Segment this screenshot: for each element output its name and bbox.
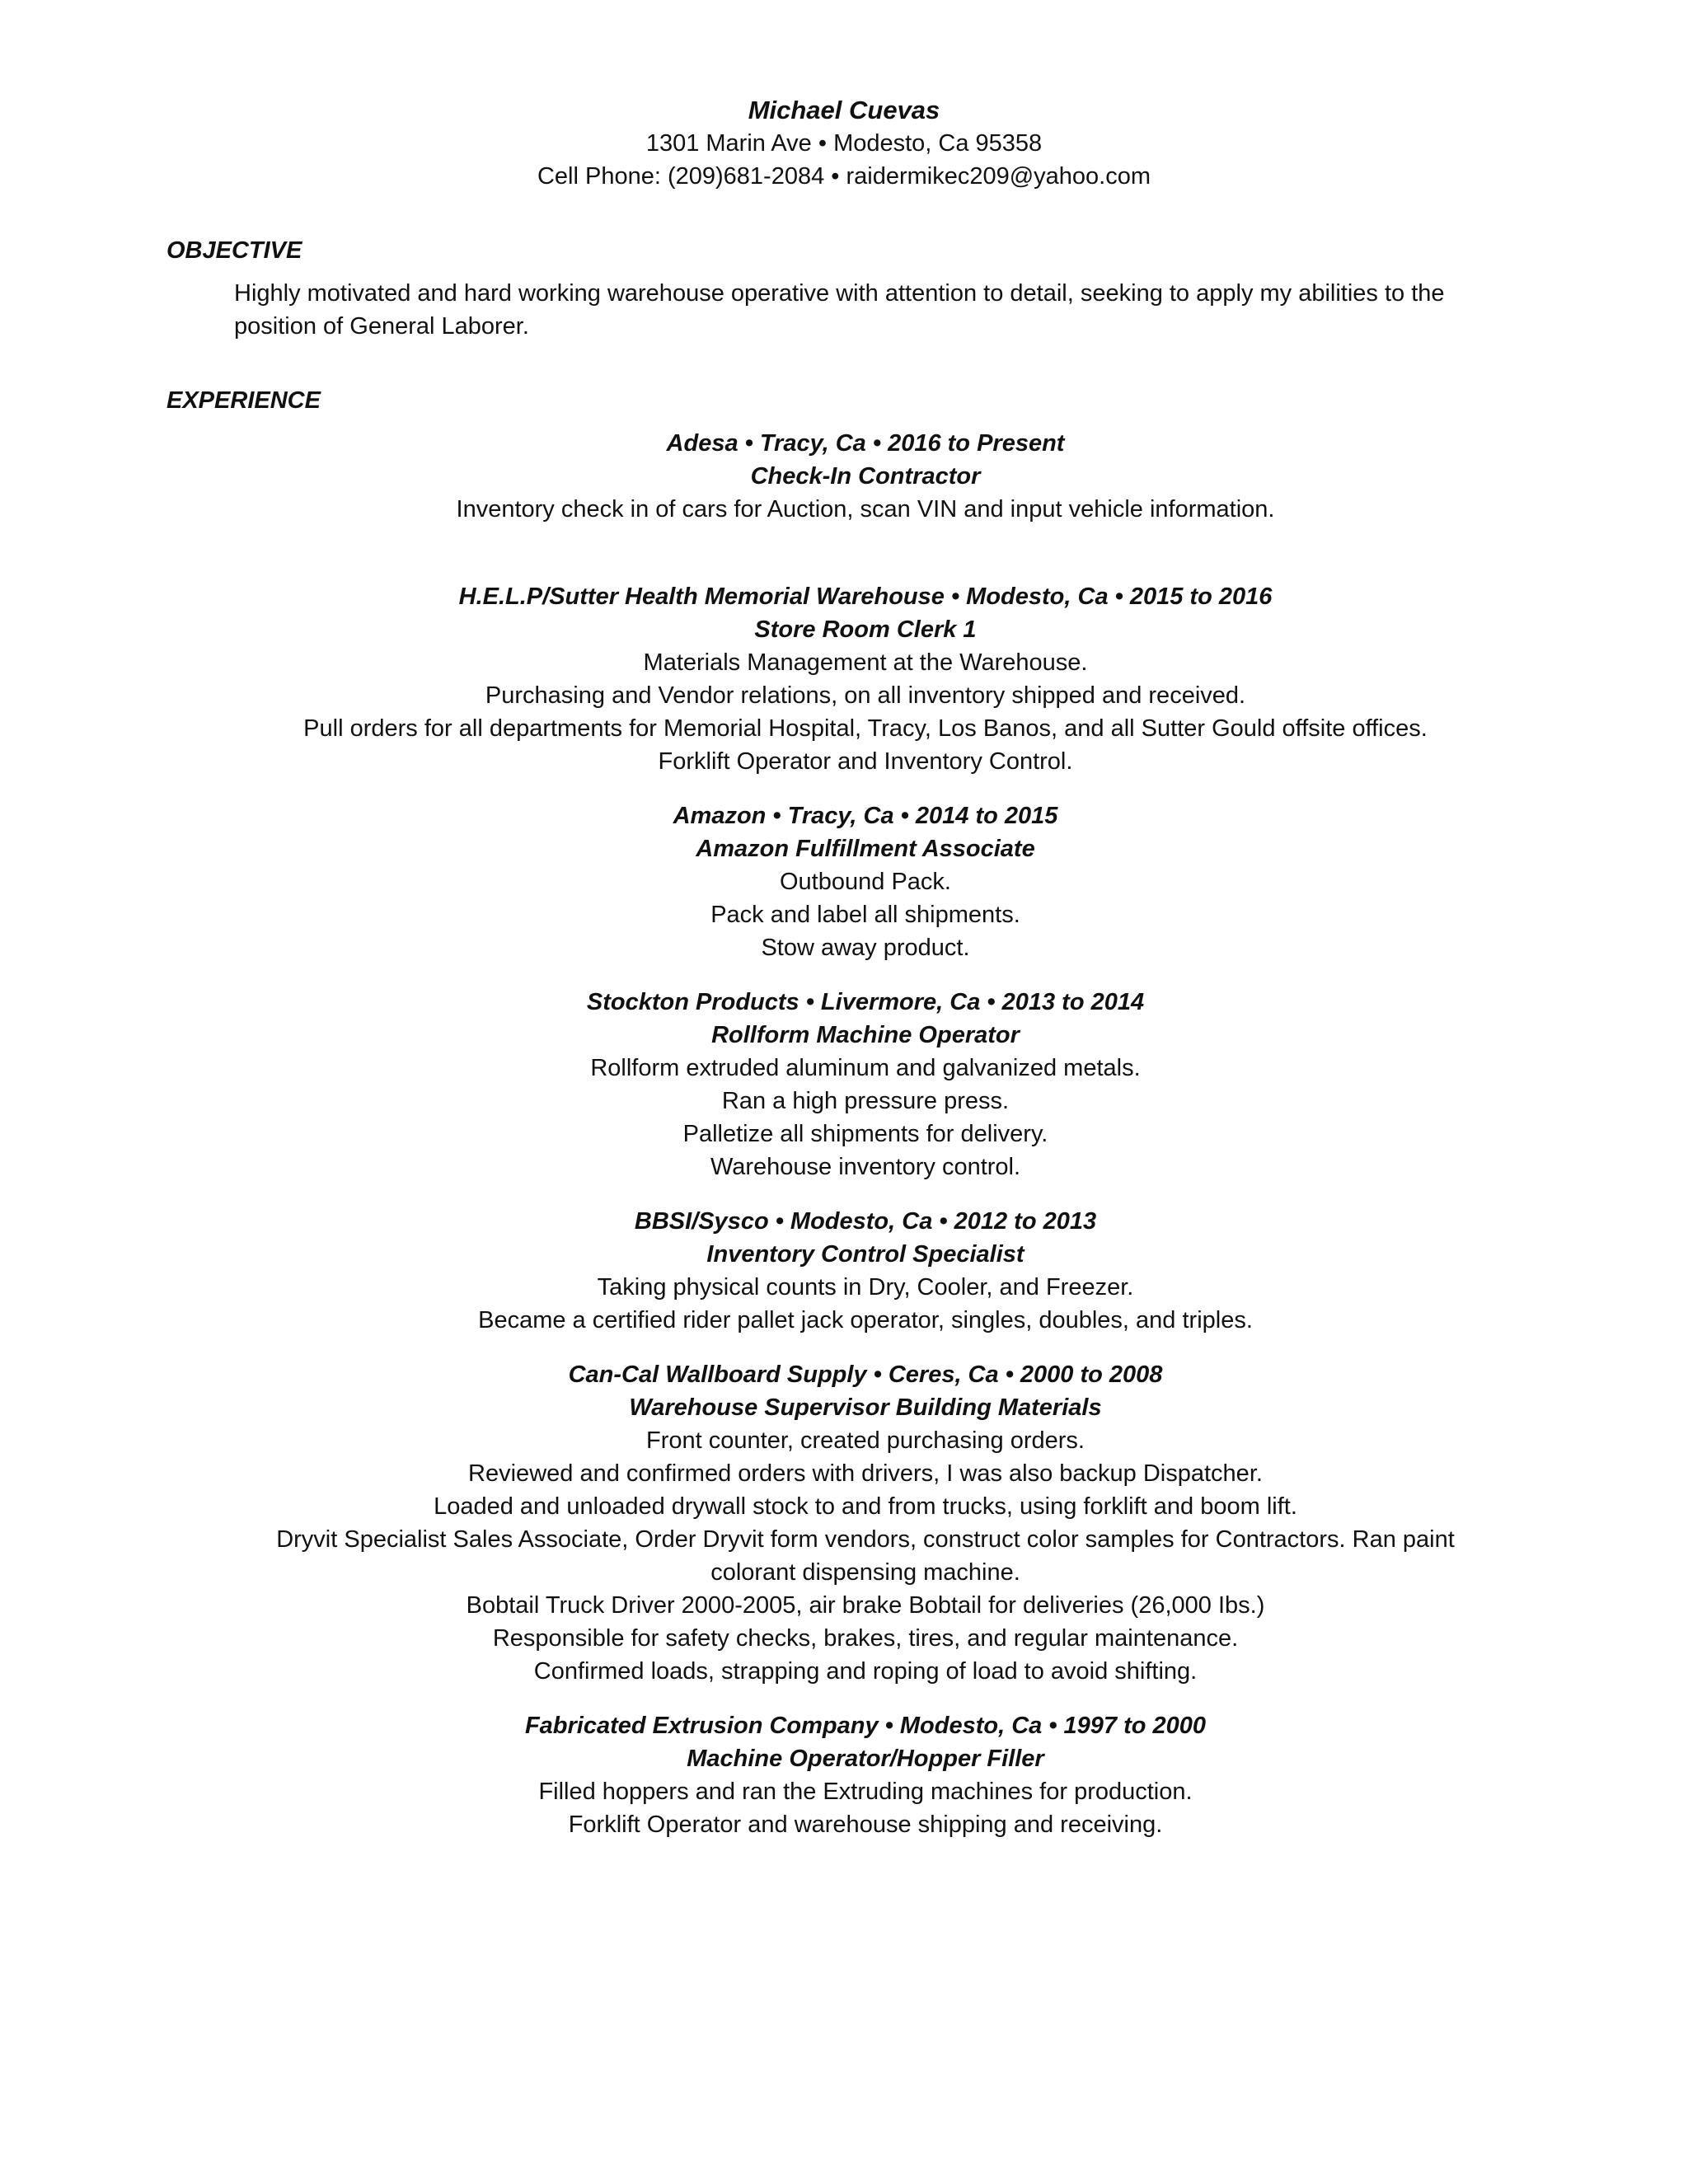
job-employer: H.E.L.P/Sutter Health Memorial Warehouse • Modesto, Ca • 2015 to 2016	[458, 583, 1273, 610]
job-duty: Responsible for safety checks, brakes, tires, and regular maintenance.	[492, 1625, 1239, 1652]
job-duty: Front counter, created purchasing orders.	[646, 1427, 1085, 1454]
job-title: Store Room Clerk 1	[754, 616, 977, 643]
objective-heading: OBJECTIVE	[166, 237, 302, 264]
job-entry	[231, 580, 1500, 778]
job-employer: Can-Cal Wallboard Supply • Ceres, Ca • 2000 to 2008	[568, 1361, 1163, 1388]
job-entry	[231, 1205, 1500, 1337]
job-duty: Forklift Operator and Inventory Control.	[658, 748, 1073, 775]
job-duty: Pull orders for all departments for Memorial Hospital, Tracy, Los Banos, and all Sutter Gould offsite offices.	[303, 715, 1428, 742]
job-duty: Filled hoppers and ran the Extruding machines for production.	[538, 1779, 1193, 1805]
job-title: Inventory Control Specialist	[706, 1241, 1025, 1268]
job-duty: Stow away product.	[761, 935, 970, 961]
job-duty: Loaded and unloaded drywall stock to and from trucks, using forklift and boom lift.	[434, 1493, 1297, 1520]
job-duty: Outbound Pack.	[780, 869, 951, 895]
job-duty: Pack and label all shipments.	[710, 902, 1020, 928]
job-title: Machine Operator/Hopper Filler	[687, 1746, 1044, 1772]
job-duty: Bobtail Truck Driver 2000-2005, air brake Bobtail for deliveries (26,000 Ibs.)	[466, 1592, 1265, 1619]
job-duty: Materials Management at the Warehouse.	[643, 649, 1088, 676]
job-duty: Taking physical counts in Dry, Cooler, and Freezer.	[597, 1274, 1134, 1301]
job-title: Check-In Contractor	[750, 463, 981, 490]
job-duty: Purchasing and Vendor relations, on all inventory shipped and received.	[485, 682, 1246, 709]
job-employer: BBSI/Sysco • Modesto, Ca • 2012 to 2013	[634, 1208, 1097, 1235]
job-title: Rollform Machine Operator	[711, 1022, 1020, 1048]
job-title: Warehouse Supervisor Building Materials	[629, 1394, 1102, 1421]
job-duty: Ran a high pressure press.	[721, 1088, 1010, 1114]
objective-text: Highly motivated and hard working warehouse operative with attention to detail, seeking to apply my abilities to the position of General Laborer.	[234, 280, 1445, 340]
resume-header	[0, 94, 1688, 193]
job-duty: Reviewed and confirmed orders with drivers, I was also backup Dispatcher.	[468, 1460, 1263, 1487]
job-employer: Amazon • Tracy, Ca • 2014 to 2015	[673, 803, 1058, 829]
job-employer: Adesa • Tracy, Ca • 2016 to Present	[666, 430, 1065, 457]
job-employer: Fabricated Extrusion Company • Modesto, Ca • 1997 to 2000	[524, 1713, 1207, 1739]
job-entry	[231, 427, 1500, 526]
job-entry	[231, 1358, 1500, 1688]
job-duty: Rollform extruded aluminum and galvanized metals.	[590, 1055, 1141, 1081]
job-duty: Inventory check in of cars for Auction, scan VIN and input vehicle information.	[456, 496, 1275, 523]
job-title: Amazon Fulfillment Associate	[696, 836, 1035, 862]
experience-list	[231, 427, 1500, 1841]
job-duty: Forklift Operator and warehouse shipping and receiving.	[568, 1811, 1163, 1838]
job-entry	[231, 799, 1500, 964]
applicant-name: Michael Cuevas	[748, 96, 940, 124]
job-entry	[231, 1709, 1500, 1841]
applicant-address: 1301 Marin Ave • Modesto, Ca 95358	[645, 130, 1043, 157]
experience-heading: EXPERIENCE	[166, 387, 321, 414]
job-duty: Confirmed loads, strapping and roping of load to avoid shifting.	[533, 1658, 1198, 1685]
job-duty: Warehouse inventory control.	[710, 1154, 1021, 1180]
job-duty: Palletize all shipments for delivery.	[682, 1121, 1048, 1147]
job-entry	[231, 986, 1500, 1183]
job-employer: Stockton Products • Livermore, Ca • 2013 to 2014	[586, 989, 1145, 1015]
job-duty: Became a certified rider pallet jack operator, singles, doubles, and triples.	[478, 1307, 1253, 1333]
applicant-contact: Cell Phone: (209)681-2084 • raidermikec209@yahoo.com	[537, 163, 1151, 190]
job-duty: Dryvit Specialist Sales Associate, Order Dryvit form vendors, construct color samples for Contractors. Ran paint colorant dispensing machine.	[276, 1526, 1455, 1586]
